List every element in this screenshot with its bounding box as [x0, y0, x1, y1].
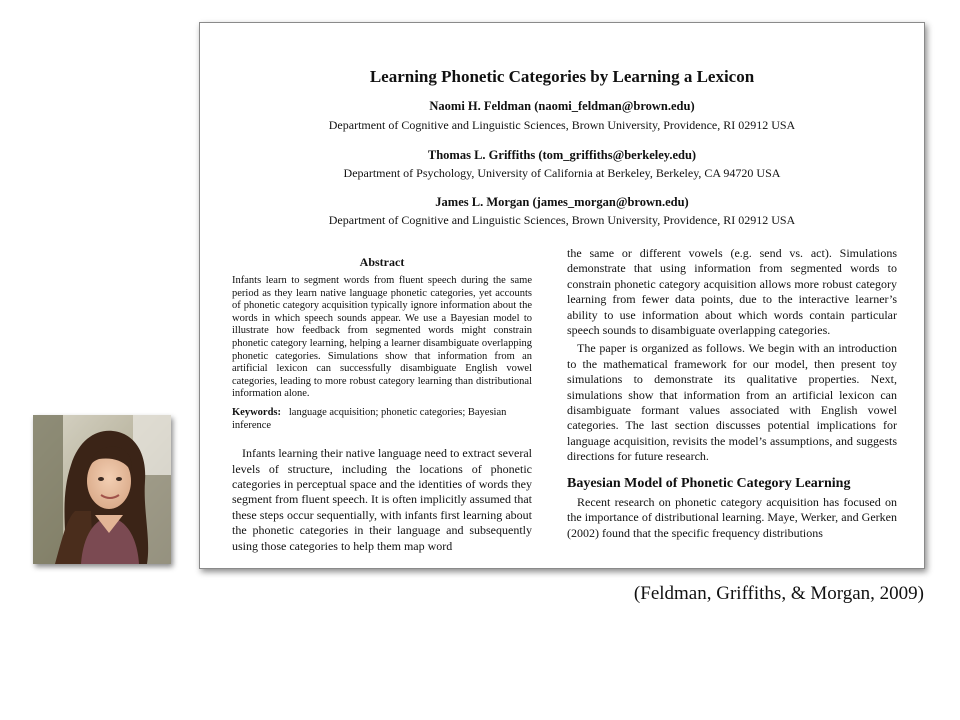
intro-paragraph: Infants learning their native language need to extract several levels of structure, including the locations of phonetic categories in perceptual space and the identities of words they segment from fluent speech. It is often implicitly assumed that these steps occur sequentially, with infants first learning about the phonetic categories in their language and subsequently using those categories to help them map word [232, 446, 532, 553]
keywords-label: Keywords: [232, 406, 281, 418]
right-paragraph-1: the same or different vowels (e.g. send vs. act). Simulations demonstrate that using information from segmented words to constrain phonetic category acquisition allows more robust category learning from fewer data points, due to the interactive learner’s ability to use information about which words contain particular speech sounds to disambiguate overlapping categories. [567, 246, 897, 338]
paper-page [199, 22, 925, 569]
citation: (Feldman, Griffiths, & Morgan, 2009) [633, 583, 924, 604]
author-photo [33, 415, 171, 564]
abstract-text: Infants learn to segment words from fluent speech during the same period as they learn native language phonetic categories, yet accounts of phonetic category acquisition typically ignore information about the words in which speech sounds appear. We use a Bayesian model to illustrate how feedback from segmented words might constrain phonetic category learning, helping a learner disambiguate overlapping phonetic categories. Simulations show that information from an artificial lexicon can successfully disambiguate English vowel categories, leading to more robust category learning than distributional information alone. [232, 275, 532, 400]
author-3-name: James L. Morgan (james_morgan@brown.edu) [435, 195, 689, 209]
author-2-affiliation: Department of Psychology, University of California at Berkeley, Berkeley, CA 94720 USA [343, 166, 781, 180]
paper-title: Learning Phonetic Categories by Learning a Lexicon [369, 67, 755, 86]
abstract-heading: Abstract [359, 255, 405, 269]
right-column [567, 246, 897, 541]
section-paragraph: Recent research on phonetic category acquisition has focused on the importance of distributional learning. Maye, Werker, and Gerken (2002) found that the specific frequency distributions [567, 494, 897, 540]
abstract-block [232, 275, 532, 432]
author-1-affiliation: Department of Cognitive and Linguistic Sciences, Brown University, Providence, RI 02912 USA [328, 118, 796, 132]
right-paragraph-2: The paper is organized as follows. We begin with an introduction to the mathematical framework for our model, then present toy simulations to demonstrate its qualitative properties. Next, simulations show that information from an artificial lexicon can disambiguate formant values associated with English vowel categories. The last section discusses potential implications for language acquisition, revisits the model’s assumptions, and suggests directions for future research. [567, 341, 897, 464]
keywords [232, 407, 532, 432]
keywords-text: language acquisition; phonetic categories; Bayesian inference [232, 406, 507, 431]
left-column [232, 255, 532, 566]
author-3-affiliation: Department of Cognitive and Linguistic Sciences, Brown University, Providence, RI 02912 USA [328, 213, 796, 227]
section-heading: Bayesian Model of Phonetic Category Learning [567, 475, 851, 491]
author-1-name: Naomi H. Feldman (naomi_feldman@brown.edu) [429, 99, 695, 113]
author-2-name: Thomas L. Griffiths (tom_griffiths@berkeley.edu) [427, 148, 697, 162]
